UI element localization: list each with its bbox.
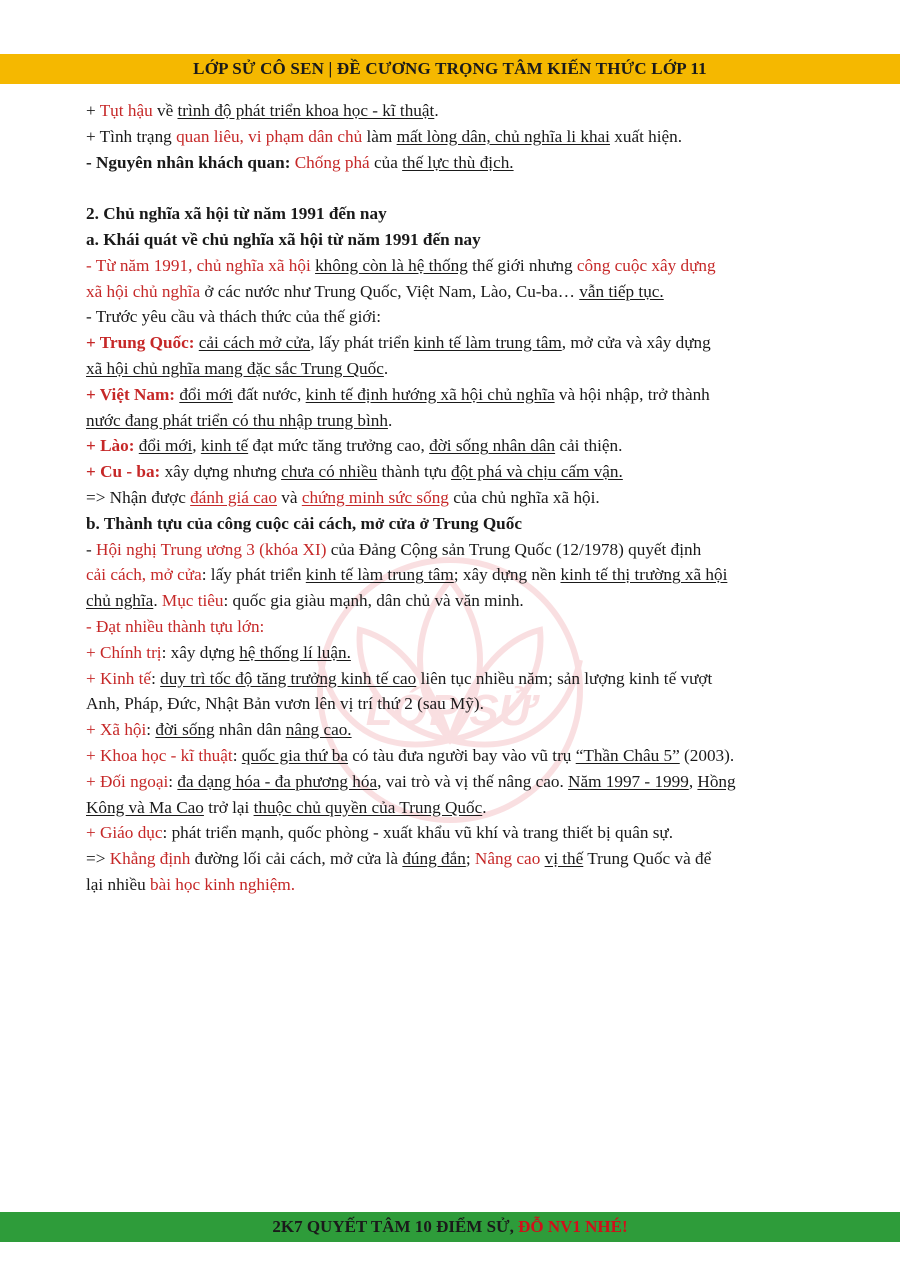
text-segment: xây dựng nhưng	[160, 462, 282, 482]
text-line	[86, 485, 816, 511]
text-segment: nâng cao.	[285, 720, 352, 740]
text-segment: ,	[192, 436, 201, 456]
text-segment: ;	[465, 849, 475, 869]
text-segment: xuất hiện.	[609, 126, 683, 146]
text-segment: Chống phá	[294, 152, 370, 172]
text-segment: duy trì tốc độ tăng trưởng kinh tế cao	[160, 668, 417, 688]
text-line	[86, 640, 816, 666]
text-segment: .	[434, 101, 439, 120]
text-segment: Anh, Pháp, Đức, Nhật Bản vươn lên vị trí thứ 2 (sau Mỹ).	[86, 694, 484, 714]
text-segment: đổi mới	[138, 436, 193, 456]
text-segment: thế giới nhưng	[467, 255, 577, 275]
text-line	[86, 666, 816, 692]
text-segment: Hồng	[697, 771, 736, 791]
text-segment: Năm 1997 - 1999	[568, 771, 689, 791]
text-segment: + Giáo dục	[86, 823, 163, 843]
text-segment: thành tựu	[377, 462, 451, 482]
text-segment: vẫn tiếp tục.	[579, 281, 664, 301]
text-segment: trình độ phát triển khoa học - kĩ thuật	[177, 101, 435, 120]
text-segment: .	[383, 358, 389, 378]
text-line	[86, 459, 816, 485]
text-segment: và hội nhập, trở thành	[554, 384, 710, 404]
text-segment: nhân dân	[214, 720, 286, 740]
text-segment: kinh tế	[200, 436, 249, 456]
text-segment: kinh tế định hướng xã hội chủ nghĩa	[305, 384, 555, 404]
text-segment: mất lòng dân, chủ nghĩa li khai	[396, 126, 610, 146]
text-segment: đánh giá cao	[190, 487, 277, 507]
text-segment: - Từ năm 1991, chủ nghĩa xã hội	[86, 255, 316, 275]
text-segment: + Khoa học - kĩ thuật	[86, 745, 233, 765]
text-segment: về	[152, 101, 178, 120]
text-segment: + Chính trị	[86, 642, 162, 662]
text-segment: thuộc chủ quyền của Trung Quốc	[253, 797, 483, 817]
text-segment: .	[387, 410, 393, 430]
text-segment: đổi mới	[179, 384, 233, 404]
text-segment: a. Khái quát về chủ nghĩa xã hội từ năm 1991 đến nay	[86, 229, 481, 249]
text-segment: :	[151, 668, 161, 688]
text-segment: + Tình trạng	[86, 126, 177, 146]
text-line	[86, 743, 816, 769]
text-segment: xã hội chủ nghĩa	[86, 281, 201, 301]
text-line	[86, 124, 816, 150]
text-segment: ở các nước như Trung Quốc, Việt Nam, Lào, Cu-ba…	[200, 281, 580, 301]
text-line	[86, 846, 816, 872]
text-segment: quốc gia thứ ba	[241, 745, 348, 765]
text-segment: => Nhận được	[86, 487, 191, 507]
text-segment: : xây dựng	[161, 642, 240, 662]
text-line	[86, 330, 816, 356]
text-segment: “Thần Châu 5”	[575, 745, 680, 765]
text-line	[86, 279, 816, 305]
text-line	[86, 356, 816, 382]
text-segment: (2003).	[679, 745, 735, 765]
text-line	[86, 408, 816, 434]
text-segment: đa dạng hóa - đa phương hóa	[177, 771, 378, 791]
text-segment: Mục tiêu	[161, 591, 224, 611]
text-segment: + Kinh tế	[86, 668, 152, 688]
text-segment: hệ thống lí luận.	[239, 642, 351, 662]
header-banner	[0, 54, 900, 84]
text-segment: + Đối ngoại	[86, 771, 169, 791]
footer-banner	[0, 1212, 900, 1242]
text-segment: + Trung Quốc:	[86, 333, 195, 353]
text-segment: : quốc gia giàu mạnh, dân chủ và văn minh.	[223, 591, 524, 611]
text-segment: + Cu - ba:	[86, 462, 161, 482]
text-segment: chưa có nhiều	[281, 462, 378, 482]
footer-text: 2K7 QUYẾT TÂM 10 ĐIỂM SỬ,	[272, 1217, 519, 1236]
text-segment: vị thế	[544, 849, 584, 869]
text-segment: cải cách, mở cửa	[86, 565, 202, 585]
text-line	[86, 795, 816, 821]
text-line	[86, 588, 816, 614]
text-segment: xã hội chủ nghĩa mang đặc sắc Trung Quốc	[86, 358, 384, 378]
document-body	[86, 98, 816, 898]
text-line	[86, 98, 816, 124]
text-line	[86, 227, 816, 253]
text-segment: đúng đắn	[402, 849, 466, 869]
text-segment: của chủ nghĩa xã hội.	[448, 487, 600, 507]
text-line	[86, 433, 816, 459]
text-segment: - Nguyên nhân khách quan:	[86, 152, 291, 172]
text-segment: Hội nghị Trung ương 3 (khóa XI)	[96, 539, 327, 559]
text-segment: lại nhiều	[86, 874, 150, 894]
text-segment: : phát triển mạnh, quốc phòng - xuất khẩu vũ khí và trang thiết bị quân sự.	[162, 823, 674, 843]
text-segment: + Xã hội	[86, 720, 147, 740]
text-line	[86, 769, 816, 795]
text-segment: kinh tế làm trung tâm	[413, 333, 562, 353]
text-line	[86, 511, 816, 537]
text-segment: cải thiện.	[555, 436, 623, 456]
text-segment: , vai trò và vị thế nâng cao.	[377, 771, 569, 791]
text-line	[86, 562, 816, 588]
text-segment: -	[86, 539, 97, 559]
text-segment: Nâng cao	[474, 849, 541, 869]
text-segment: Khẳng định	[109, 849, 191, 869]
text-segment: đạt mức tăng trưởng cao,	[248, 436, 430, 456]
text-segment: - Đạt nhiều thành tựu lớn:	[86, 616, 265, 636]
text-segment: chủ nghĩa	[86, 591, 154, 611]
text-segment: kinh tế làm trung tâm	[305, 565, 454, 585]
text-segment: đột phá và chịu cấm vận.	[451, 462, 623, 482]
text-segment: của Đảng Cộng sản Trung Quốc (12/1978) quyết định	[326, 539, 702, 559]
watermark-text: LỚP SỬ	[365, 686, 535, 735]
text-segment: +	[86, 101, 100, 120]
text-segment: b. Thành tựu của công cuộc cải cách, mở cửa ở Trung Quốc	[86, 513, 522, 533]
text-segment: thế lực thù địch.	[402, 152, 514, 172]
text-segment: công cuộc xây dựng	[576, 255, 716, 275]
text-line	[86, 820, 816, 846]
text-segment: và	[277, 487, 302, 507]
text-segment: có tàu đưa người bay vào vũ trụ	[347, 745, 576, 765]
text-segment: không còn là hệ thống	[315, 255, 468, 275]
text-segment: chứng minh sức sống	[301, 487, 449, 507]
text-segment: , lấy phát triển	[310, 333, 414, 353]
text-segment: đường lối cải cách, mở cửa là	[190, 849, 403, 869]
text-segment: , mở cửa và xây dựng	[561, 333, 711, 353]
text-line	[86, 150, 816, 176]
text-segment: đời sống	[155, 720, 215, 740]
text-segment: ; xây dựng nền	[453, 565, 561, 585]
text-segment: làm	[362, 126, 397, 146]
text-segment: trở lại	[203, 797, 254, 817]
text-segment: kinh tế thị trường xã hội	[560, 565, 728, 585]
text-segment: đời sống nhân dân	[429, 436, 556, 456]
text-segment: =>	[86, 849, 110, 869]
text-segment: 2. Chủ nghĩa xã hội từ năm 1991 đến nay	[86, 204, 387, 224]
text-segment: :	[168, 771, 178, 791]
text-segment: Kông và Ma Cao	[86, 797, 204, 817]
text-segment: của	[369, 152, 403, 172]
text-segment: cải cách mở cửa	[198, 333, 311, 353]
footer-highlight: ĐỖ NV1 NHÉ!	[518, 1217, 628, 1236]
text-segment: nước đang phát triển có thu nhập trung bình	[86, 410, 388, 430]
text-segment: bài học kinh nghiệm.	[149, 874, 296, 894]
text-segment: đất nước,	[232, 384, 306, 404]
text-line	[86, 614, 816, 640]
text-line	[86, 691, 816, 717]
text-segment: :	[232, 745, 242, 765]
text-segment: : lấy phát triển	[201, 565, 306, 585]
text-segment: liên tục nhiều năm; sản lượng kinh tế vượt	[416, 668, 713, 688]
text-line	[86, 253, 816, 279]
text-segment: - Trước yêu cầu và thách thức của thế giới:	[86, 307, 382, 327]
text-line	[86, 304, 816, 330]
text-segment: ,	[688, 771, 698, 791]
text-line	[86, 382, 816, 408]
text-line	[86, 717, 816, 743]
text-segment: + Lào:	[86, 436, 135, 456]
text-segment: Trung Quốc và để	[583, 849, 712, 869]
text-segment: quan liêu, vi phạm dân chủ	[176, 126, 363, 146]
text-line	[86, 537, 816, 563]
text-segment: + Việt Nam:	[86, 384, 176, 404]
text-segment: .	[482, 797, 487, 817]
header-title: LỚP SỬ CÔ SEN | ĐỀ CƯƠNG TRỌNG TÂM KIẾN THỨC LỚP 11	[193, 59, 707, 78]
text-segment: .	[153, 591, 162, 611]
text-line	[86, 872, 816, 898]
text-segment: :	[146, 720, 156, 740]
blank-line	[86, 175, 816, 201]
text-line	[86, 201, 816, 227]
text-segment: Tụt hậu	[99, 101, 153, 120]
